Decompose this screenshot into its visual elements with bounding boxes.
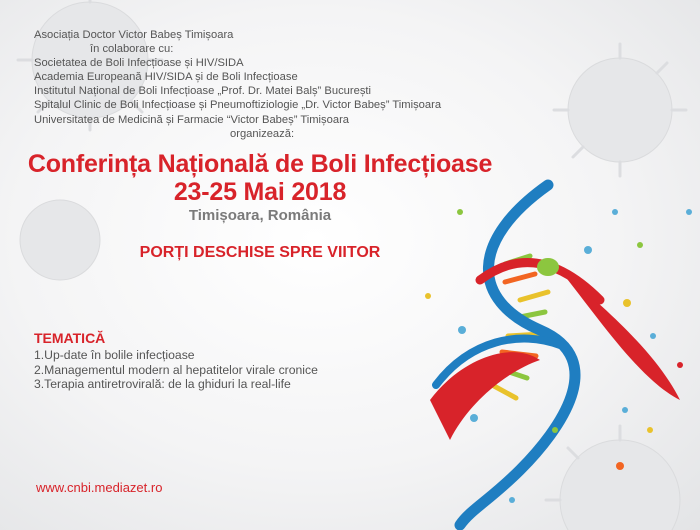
theme-item: 2.Managementul modern al hepatitelor virale cronice: [34, 362, 318, 377]
conference-location: Timișoara, România: [188, 207, 332, 224]
themes-list: [34, 348, 318, 392]
organizer-line: Spitalul Clinic de Boli Infecțioase și Pneumoftiziologie „Dr. Victor Babeș” Timișoara: [34, 99, 442, 112]
organizer-line: Academia Europeană HIV/SIDA și de Boli Infecțioase: [34, 71, 298, 84]
conference-slogan: PORȚI DESCHISE SPRE VIITOR: [139, 244, 381, 261]
organizer-line: Asociația Doctor Victor Babeș Timișoara: [34, 29, 234, 41]
organizer-line: Universitatea de Medicină și Farmacie “Victor Babeș” Timișoara: [34, 113, 350, 126]
organizes-label: organizează:: [230, 127, 295, 140]
website-link[interactable]: www.cnbi.mediazet.ro: [36, 480, 163, 495]
conference-title: Conferința Națională de Boli Infecțioase: [27, 150, 493, 178]
conference-dates: 23-25 Mai 2018: [173, 178, 347, 206]
theme-item: 3.Terapia antiretrovirală: de la ghiduri la real-life: [34, 377, 291, 391]
organizer-line: Societatea de Boli Infecțioase și HIV/SIDA: [34, 57, 244, 70]
collaboration-label: în colaborare cu:: [90, 43, 174, 56]
theme-item: 1.Up-date în bolile infecțioase: [34, 348, 195, 362]
organizers-block: [34, 28, 441, 141]
organizer-line: Institutul Național de Boli Infecțioase „Prof. Dr. Matei Balș” București: [34, 85, 372, 98]
themes-heading: TEMATICĂ: [34, 330, 106, 346]
